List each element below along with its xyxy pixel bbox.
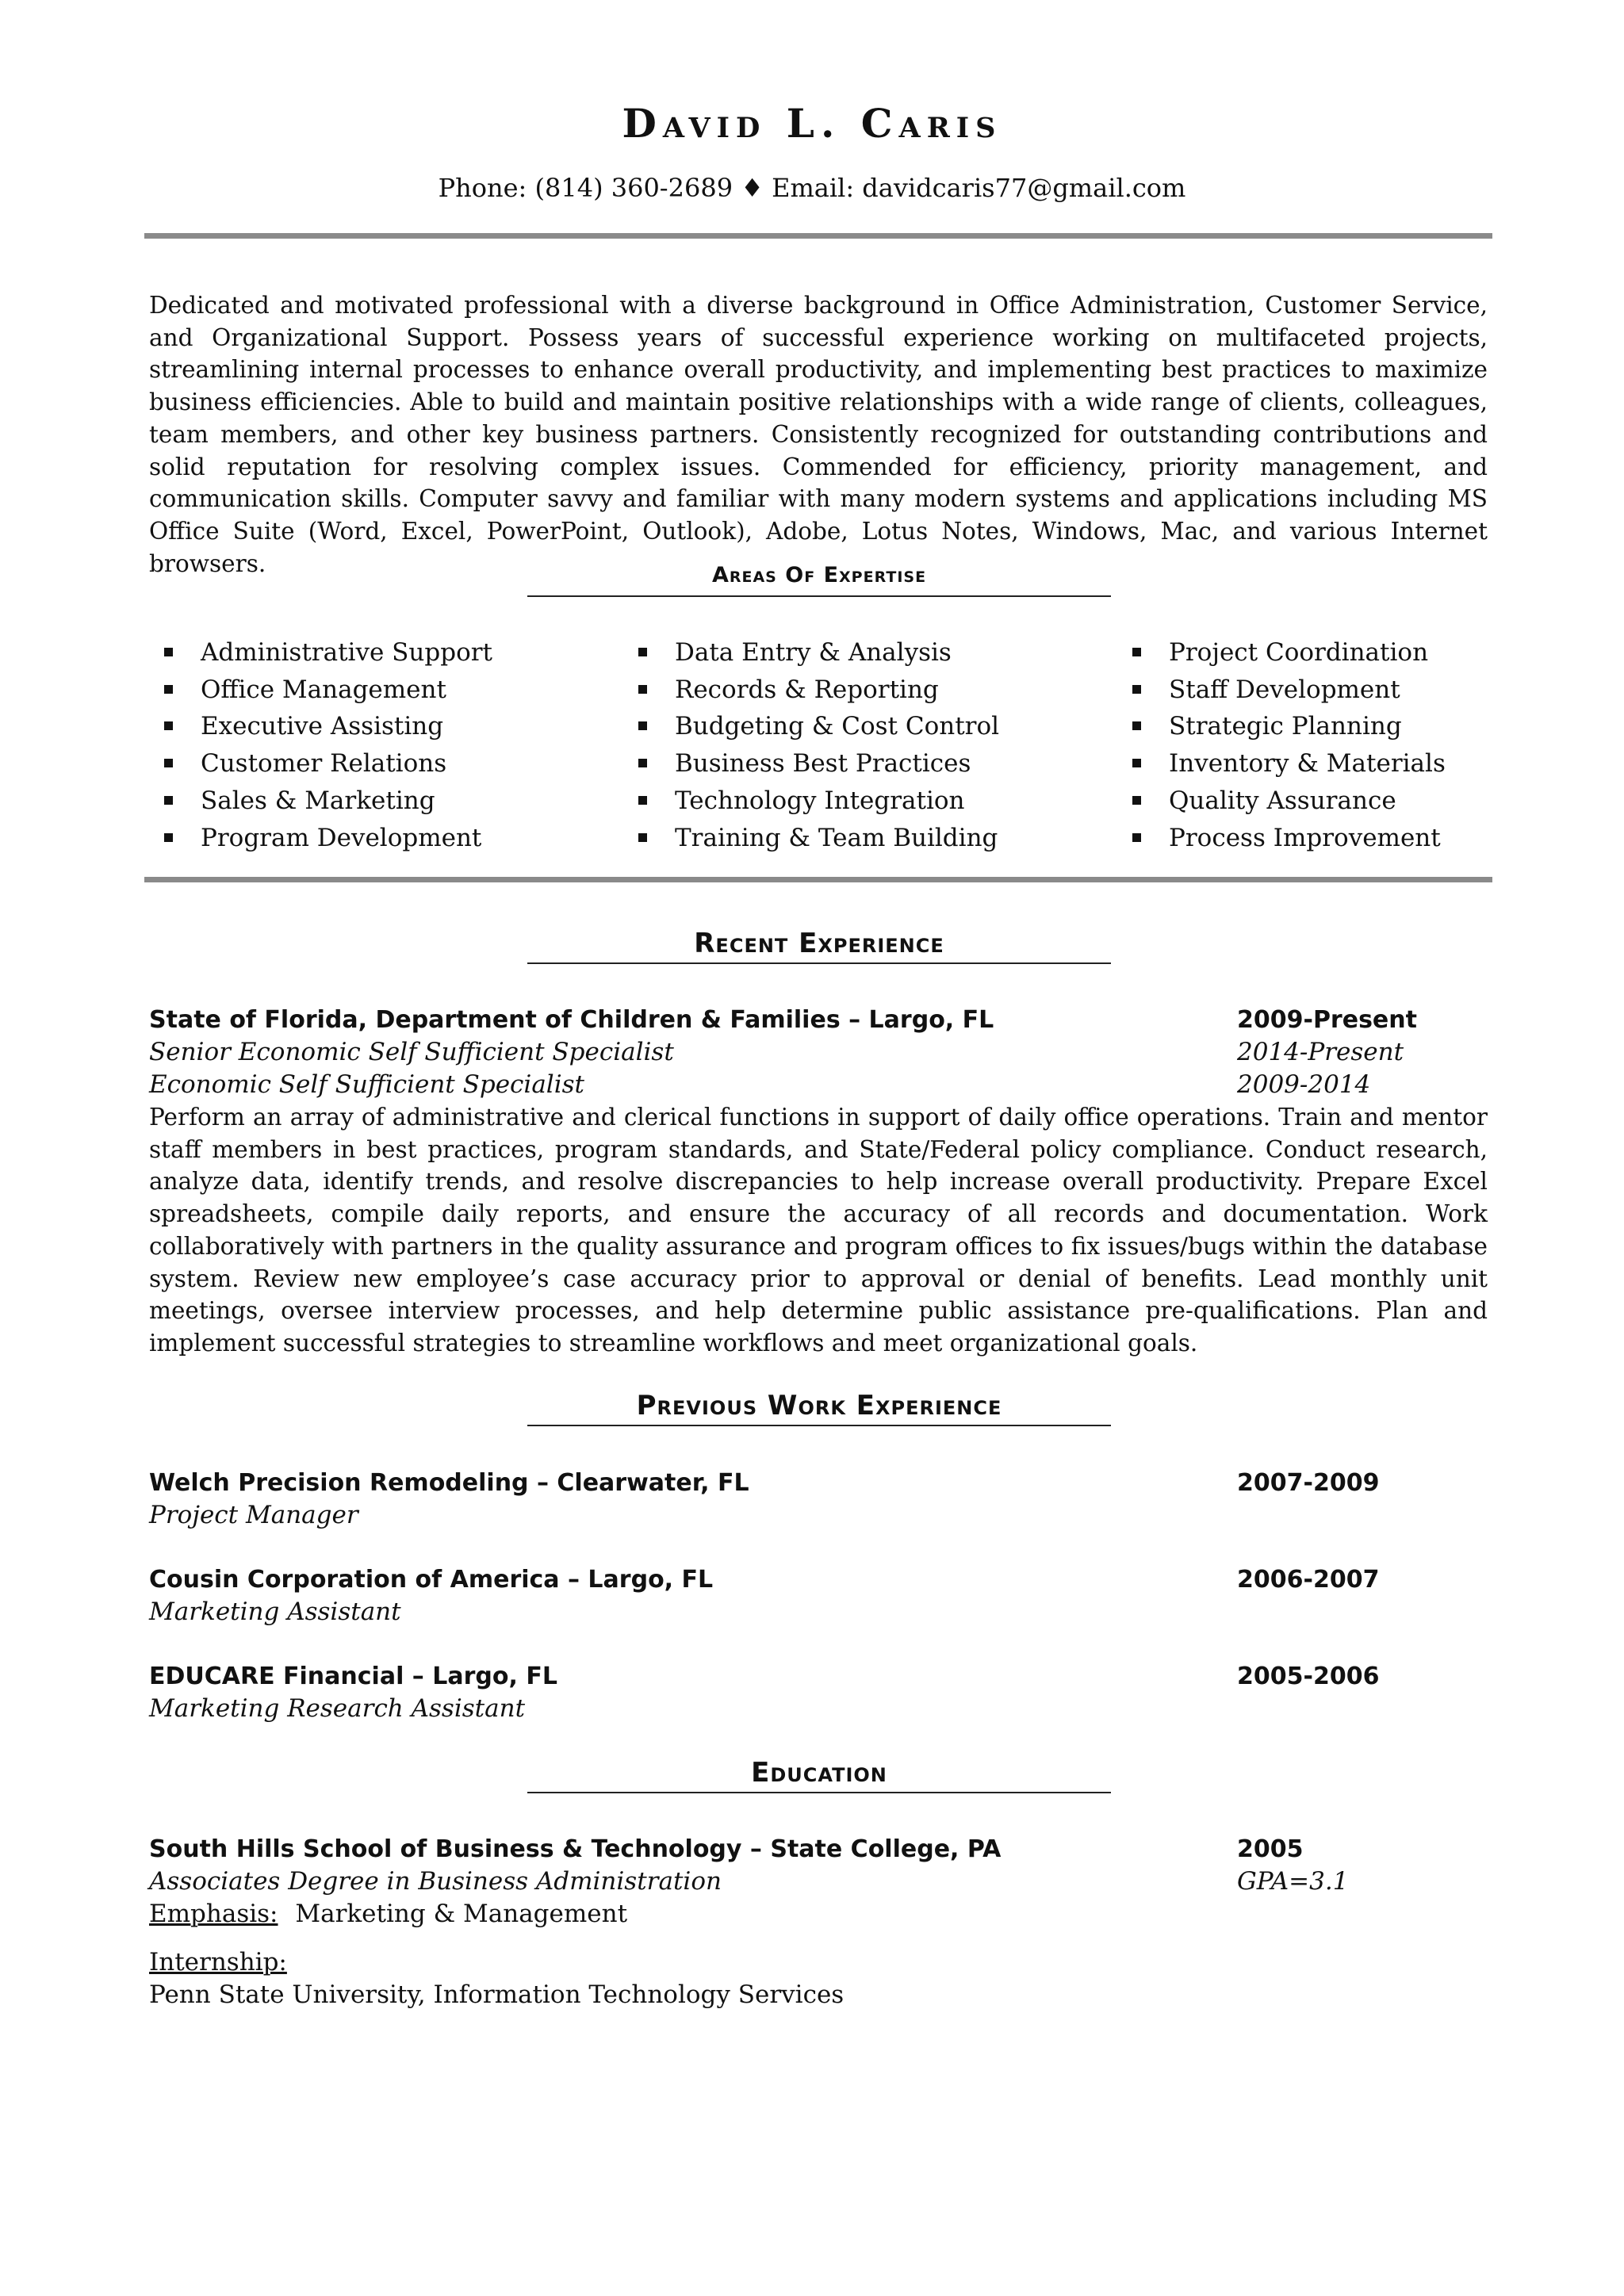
employment-dates: 2005-2006 (1237, 1663, 1380, 1690)
role-row (149, 1036, 1488, 1069)
recent-job-description: Perform an array of administrative and clerical functions in support of daily office operations. Train and mentor staff members in best practices, program standards, and State/Federal policy compliance. Conduct research, analyze data, identify trends, and resolve discrepancies to help increase overall productivity. Prepare Excel spreadsheets, compile daily reports, and ensure the accuracy of all records and documentation. Work collaboratively with partners in the quality assurance and program offices to fix issues/bugs within the database system. Review new employee’s case accuracy prior to approval or denial of benefits. Lead monthly unit meetings, oversee interview processes, and help determine public assistance pre-qualifications. Plan and implement successful strategies to streamline workflows and meet organizational goals. (149, 1104, 1488, 1357)
job-title: Project Manager (149, 1501, 358, 1529)
expertise-item: Data Entry & Analysis (638, 634, 999, 672)
expertise-item: Staff Development (1132, 672, 1446, 709)
expertise-item: Business Best Practices (638, 745, 999, 783)
expertise-item: Training & Team Building (638, 820, 999, 857)
expertise-column-2 (638, 634, 999, 856)
role-dates: 2014-Present (1237, 1038, 1404, 1066)
degree-row (149, 1866, 1488, 1898)
degree: Associates Degree in Business Administration (149, 1867, 722, 1896)
previous-employer-row (149, 1563, 1488, 1596)
education-school-row (149, 1833, 1488, 1866)
candidate-name: David L. Caris (622, 100, 1002, 147)
expertise-item: Administrative Support (164, 634, 492, 672)
expertise-item: Quality Assurance (1132, 783, 1446, 820)
employer-name: EDUCARE Financial – Largo, FL (149, 1663, 557, 1690)
school-name: South Hills School of Business & Technology – State College, PA (149, 1835, 1002, 1863)
graduation-year: 2005 (1237, 1835, 1304, 1863)
emphasis-label: Emphasis: (149, 1900, 278, 1928)
expertise-item: Technology Integration (638, 783, 999, 820)
expertise-item: Sales & Marketing (164, 783, 492, 820)
internship-value: Penn State University, Information Technology Services (149, 1980, 845, 2009)
job-title: Marketing Research Assistant (149, 1694, 526, 1723)
employment-dates: 2009-Present (1237, 1006, 1417, 1034)
job-title: Marketing Assistant (149, 1598, 401, 1626)
section-heading-education: Education (527, 1757, 1111, 1793)
expertise-item: Executive Assisting (164, 708, 492, 745)
recent-employer-row (149, 1004, 1488, 1036)
expertise-item: Customer Relations (164, 745, 492, 783)
expertise-item: Strategic Planning (1132, 708, 1446, 745)
section-heading-expertise: Areas Of Expertise (527, 563, 1111, 597)
expertise-item: Program Development (164, 820, 492, 857)
expertise-column-1 (164, 634, 492, 856)
employer-name: Cousin Corporation of America – Largo, FL (149, 1566, 714, 1594)
expertise-item: Office Management (164, 672, 492, 709)
header-divider (144, 233, 1492, 239)
gpa: GPA=3.1 (1237, 1867, 1349, 1896)
emphasis-row (149, 1898, 1488, 1931)
section-heading-previous-experience: Previous Work Experience (527, 1390, 1111, 1426)
emphasis-value: Marketing & Management (295, 1900, 628, 1928)
expertise-item: Process Improvement (1132, 820, 1446, 857)
previous-employer-row (149, 1467, 1488, 1499)
employment-dates: 2006-2007 (1237, 1566, 1380, 1594)
role-row (149, 1069, 1488, 1101)
internship-label-row (149, 1946, 1488, 1979)
employer-name: Welch Precision Remodeling – Clearwater, FL (149, 1469, 749, 1497)
expertise-column-3 (1132, 634, 1446, 856)
professional-summary: Dedicated and motivated professional with a diverse background in Office Administration, Customer Service, and Organizational Support. Possess years of successful experience working on multifaceted projects, streamlining internal processes to enhance overall productivity, and implementing best practices to maximize business efficiencies. Able to build and maintain positive relationships with a wide range of clients, colleagues, team members, and other key business partners. Consistently recognized for outstanding contributions and solid reputation for resolving complex issues. Commended for efficiency, priority management, and communication skills. Computer savvy and familiar with many modern systems and applications including MS Office Suite (Word, Excel, PowerPoint, Outlook), Adobe, Lotus Notes, Windows, Mac, and various Internet browsers. (149, 292, 1488, 577)
internship-label: Internship: (149, 1948, 287, 1976)
expertise-item: Records & Reporting (638, 672, 999, 709)
section-heading-recent-experience: Recent Experience (527, 928, 1111, 964)
role-dates: 2009-2014 (1237, 1070, 1371, 1099)
expertise-item: Project Coordination (1132, 634, 1446, 672)
job-title: Economic Self Sufficient Specialist (149, 1070, 584, 1099)
previous-employer-row (149, 1660, 1488, 1693)
job-title: Senior Economic Self Sufficient Specialist (149, 1038, 674, 1066)
expertise-item: Inventory & Materials (1132, 745, 1446, 783)
expertise-divider (144, 877, 1492, 882)
contact-line: Phone: (814) 360-2689 ♦ Email: davidcaris77@gmail.com (438, 173, 1186, 203)
employment-dates: 2007-2009 (1237, 1469, 1380, 1497)
expertise-item: Budgeting & Cost Control (638, 708, 999, 745)
employer-name: State of Florida, Department of Children & Families – Largo, FL (149, 1006, 994, 1034)
